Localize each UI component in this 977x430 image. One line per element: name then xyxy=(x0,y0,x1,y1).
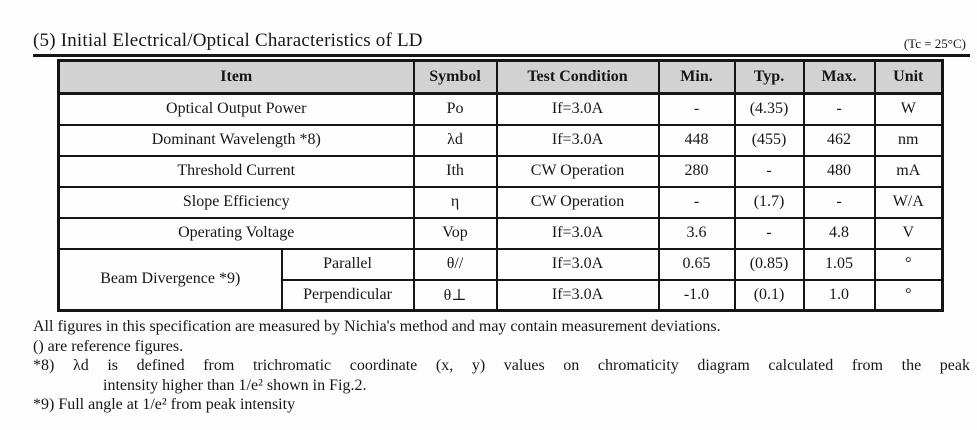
section-header xyxy=(33,30,970,52)
typ-cell: (0.1) xyxy=(735,280,804,311)
min-cell: -1.0 xyxy=(659,280,735,311)
unit-cell: W xyxy=(875,94,943,125)
item-cell: Optical Output Power xyxy=(59,94,414,125)
typ-cell: (1.7) xyxy=(735,187,804,218)
typ-cell: - xyxy=(735,218,804,249)
footnote-measurement-method: All figures in this specification are measured by Nichia's method and may contain measurement deviations. xyxy=(33,318,721,335)
header-typ: Typ. xyxy=(735,61,804,94)
item-cell: Slope Efficiency xyxy=(59,187,414,218)
typ-cell: - xyxy=(735,156,804,187)
max-cell: 462 xyxy=(804,125,875,156)
typ-cell: (4.35) xyxy=(735,94,804,125)
unit-cell: ° xyxy=(875,280,943,311)
typ-cell: (455) xyxy=(735,125,804,156)
typ-cell: (0.85) xyxy=(735,249,804,280)
header-symbol: Symbol xyxy=(414,61,497,94)
test-condition-cell: CW Operation xyxy=(497,156,659,187)
footnote-8-line-2: intensity higher than 1/e² shown in Fig.2. xyxy=(103,376,367,394)
title-underline-rule xyxy=(33,54,970,57)
orientation-cell: Parallel xyxy=(282,249,414,280)
header-test-condition: Test Condition xyxy=(497,61,659,94)
table-header-row xyxy=(59,61,943,94)
test-condition-cell: CW Operation xyxy=(497,187,659,218)
footnotes xyxy=(33,317,970,415)
table-row xyxy=(59,218,943,249)
footnote-8-line-1: *8) λd is defined from trichromatic coordinate (x, y) values on chromaticity diagram calculated from the peak xyxy=(33,357,970,374)
unit-cell: V xyxy=(875,218,943,249)
symbol-cell: Ith xyxy=(414,156,497,187)
symbol-cell: θ// xyxy=(414,249,497,280)
footnote-reference-figures: () are reference figures. xyxy=(33,337,184,355)
max-cell: - xyxy=(804,94,875,125)
item-cell: Dominant Wavelength *8) xyxy=(59,125,414,156)
unit-cell: W/A xyxy=(875,187,943,218)
max-cell: 1.05 xyxy=(804,249,875,280)
item-cell: Operating Voltage xyxy=(59,218,414,249)
symbol-cell: Vop xyxy=(414,218,497,249)
orientation-cell: Perpendicular xyxy=(282,280,414,311)
test-condition-cell: If=3.0A xyxy=(497,280,659,311)
header-min: Min. xyxy=(659,61,735,94)
min-cell: 3.6 xyxy=(659,218,735,249)
unit-cell: mA xyxy=(875,156,943,187)
footnote-9: *9) Full angle at 1/e² from peak intensity xyxy=(33,396,296,413)
header-max: Max. xyxy=(804,61,875,94)
min-cell: - xyxy=(659,187,735,218)
table-row xyxy=(59,94,943,125)
min-cell: 448 xyxy=(659,125,735,156)
unit-cell: nm xyxy=(875,125,943,156)
item-cell: Threshold Current xyxy=(59,156,414,187)
symbol-cell: λd xyxy=(414,125,497,156)
test-condition-cell: If=3.0A xyxy=(497,125,659,156)
table-row xyxy=(59,187,943,218)
symbol-cell: Po xyxy=(414,94,497,125)
characteristics-table xyxy=(57,59,944,312)
symbol-cell: θ⊥ xyxy=(414,280,497,311)
section-title: (5) Initial Electrical/Optical Characteristics of LD xyxy=(33,30,423,51)
test-condition-cell: If=3.0A xyxy=(497,249,659,280)
symbol-cell: η xyxy=(414,187,497,218)
test-condition-cell: If=3.0A xyxy=(497,94,659,125)
unit-cell: ° xyxy=(875,249,943,280)
table-row-beam-divergence-parallel xyxy=(59,249,943,280)
max-cell: 4.8 xyxy=(804,218,875,249)
max-cell: - xyxy=(804,187,875,218)
header-item: Item xyxy=(59,61,414,94)
max-cell: 1.0 xyxy=(804,280,875,311)
header-unit: Unit xyxy=(875,61,943,94)
min-cell: 0.65 xyxy=(659,249,735,280)
item-cell-beam-divergence: Beam Divergence *9) xyxy=(59,249,282,311)
table-row xyxy=(59,125,943,156)
temperature-condition-note: (Tc = 25°C) xyxy=(903,36,966,51)
test-condition-cell: If=3.0A xyxy=(497,218,659,249)
table-row xyxy=(59,156,943,187)
min-cell: 280 xyxy=(659,156,735,187)
min-cell: - xyxy=(659,94,735,125)
max-cell: 480 xyxy=(804,156,875,187)
